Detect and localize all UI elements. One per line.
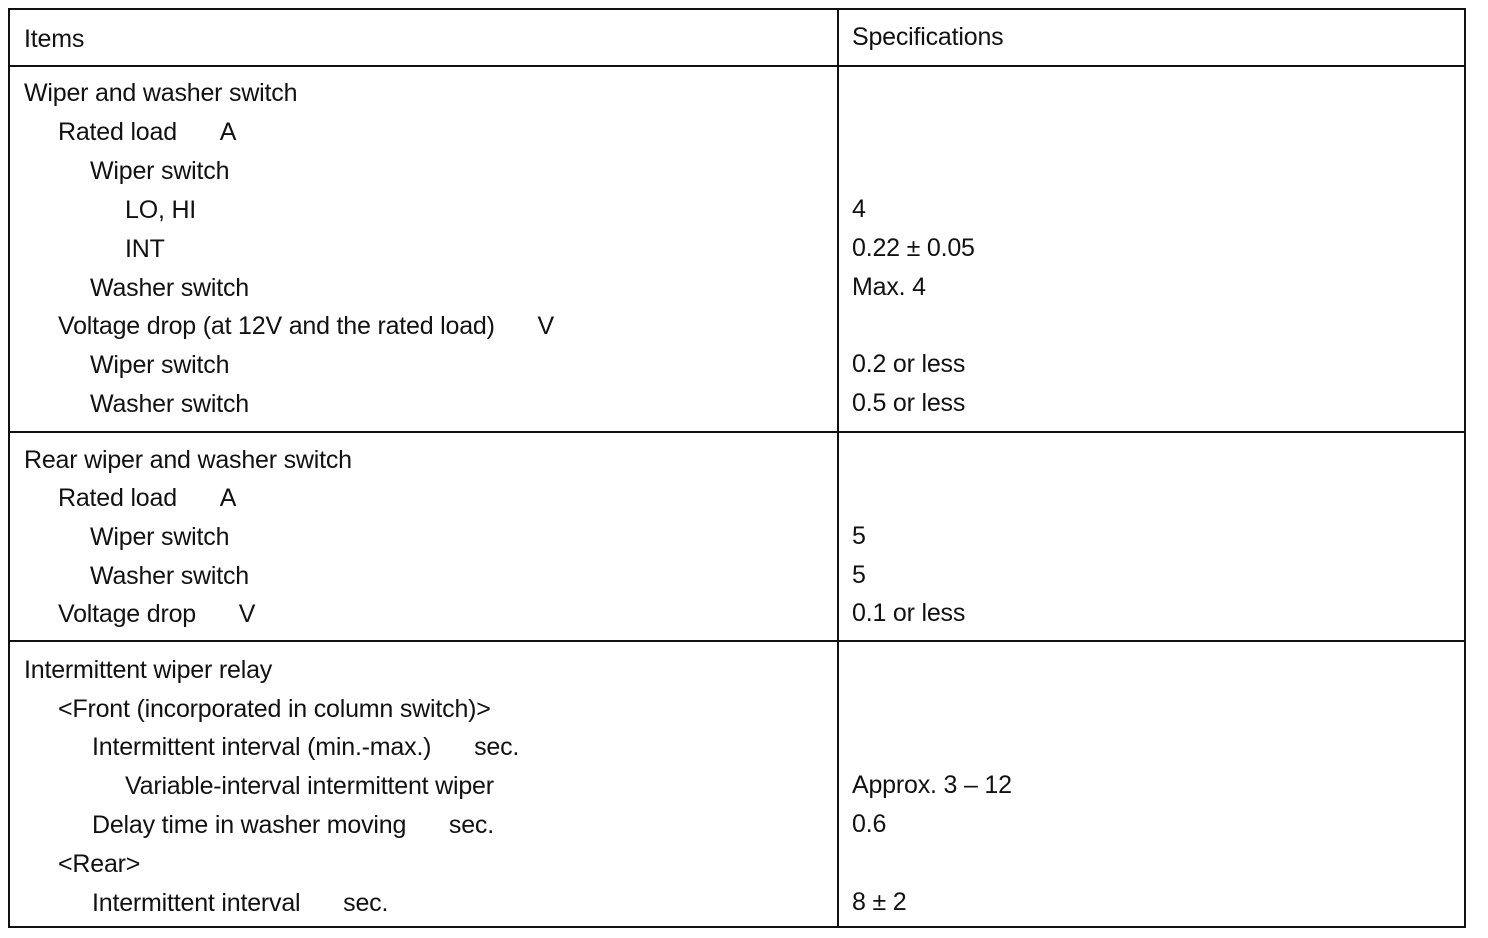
row-label [58, 117, 236, 147]
unit-text: A [219, 118, 237, 146]
row-label [58, 599, 255, 629]
row-label: Wiper switch [90, 351, 230, 379]
section-divider [10, 431, 1464, 433]
row-spec: 0.1 or less [852, 599, 966, 627]
label-text: Intermittent interval [92, 889, 301, 917]
label-text: Intermittent interval (min.-max.) [92, 733, 432, 761]
label-text: Delay time in washer moving [92, 811, 407, 839]
label-text: Voltage drop (at 12V and the rated load) [58, 312, 495, 340]
row-label: Intermittent wiper relay [24, 656, 273, 684]
unit-text: sec. [474, 733, 520, 761]
row-label: Wiper switch [90, 523, 230, 551]
header-divider [10, 65, 1464, 67]
section-divider [10, 640, 1464, 642]
row-spec: Max. 4 [852, 273, 926, 301]
row-label: Washer switch [90, 390, 250, 418]
unit-text: V [238, 600, 256, 628]
row-spec: 8 ± 2 [852, 888, 907, 916]
row-label [58, 311, 554, 341]
row-label [92, 732, 519, 762]
row-label: Rear wiper and washer switch [24, 446, 352, 474]
row-label: INT [125, 235, 165, 263]
header-specifications: Specifications [852, 23, 1004, 51]
row-spec: 0.6 [852, 810, 887, 838]
unit-text: sec. [448, 811, 494, 839]
row-spec: 0.5 or less [852, 389, 966, 417]
row-label: Wiper switch [90, 157, 230, 185]
header-items: Items [24, 25, 85, 53]
row-spec: 5 [852, 522, 866, 550]
row-spec: 0.2 or less [852, 350, 966, 378]
row-label: LO, HI [125, 196, 197, 224]
row-label: Washer switch [90, 274, 250, 302]
unit-text: sec. [343, 889, 389, 917]
row-label: <Front (incorporated in column switch)> [58, 695, 491, 723]
row-spec: 4 [852, 195, 866, 223]
row-label [58, 483, 236, 513]
label-text: Rated load [58, 118, 177, 146]
label-text: Rated load [58, 484, 177, 512]
unit-text: V [537, 312, 554, 340]
unit-text: A [219, 484, 237, 512]
column-divider [837, 10, 839, 926]
spec-table [8, 8, 1466, 928]
row-label: Wiper and washer switch [24, 79, 298, 107]
row-spec: 5 [852, 561, 866, 589]
label-text: Voltage drop [58, 600, 196, 628]
row-label [92, 888, 388, 918]
row-label [92, 810, 494, 840]
row-spec: 0.22 ± 0.05 [852, 234, 975, 262]
row-label: Washer switch [90, 562, 250, 590]
row-spec: Approx. 3 – 12 [852, 771, 1012, 799]
row-label: Variable-interval intermittent wiper [125, 772, 494, 800]
row-label: <Rear> [58, 850, 141, 878]
